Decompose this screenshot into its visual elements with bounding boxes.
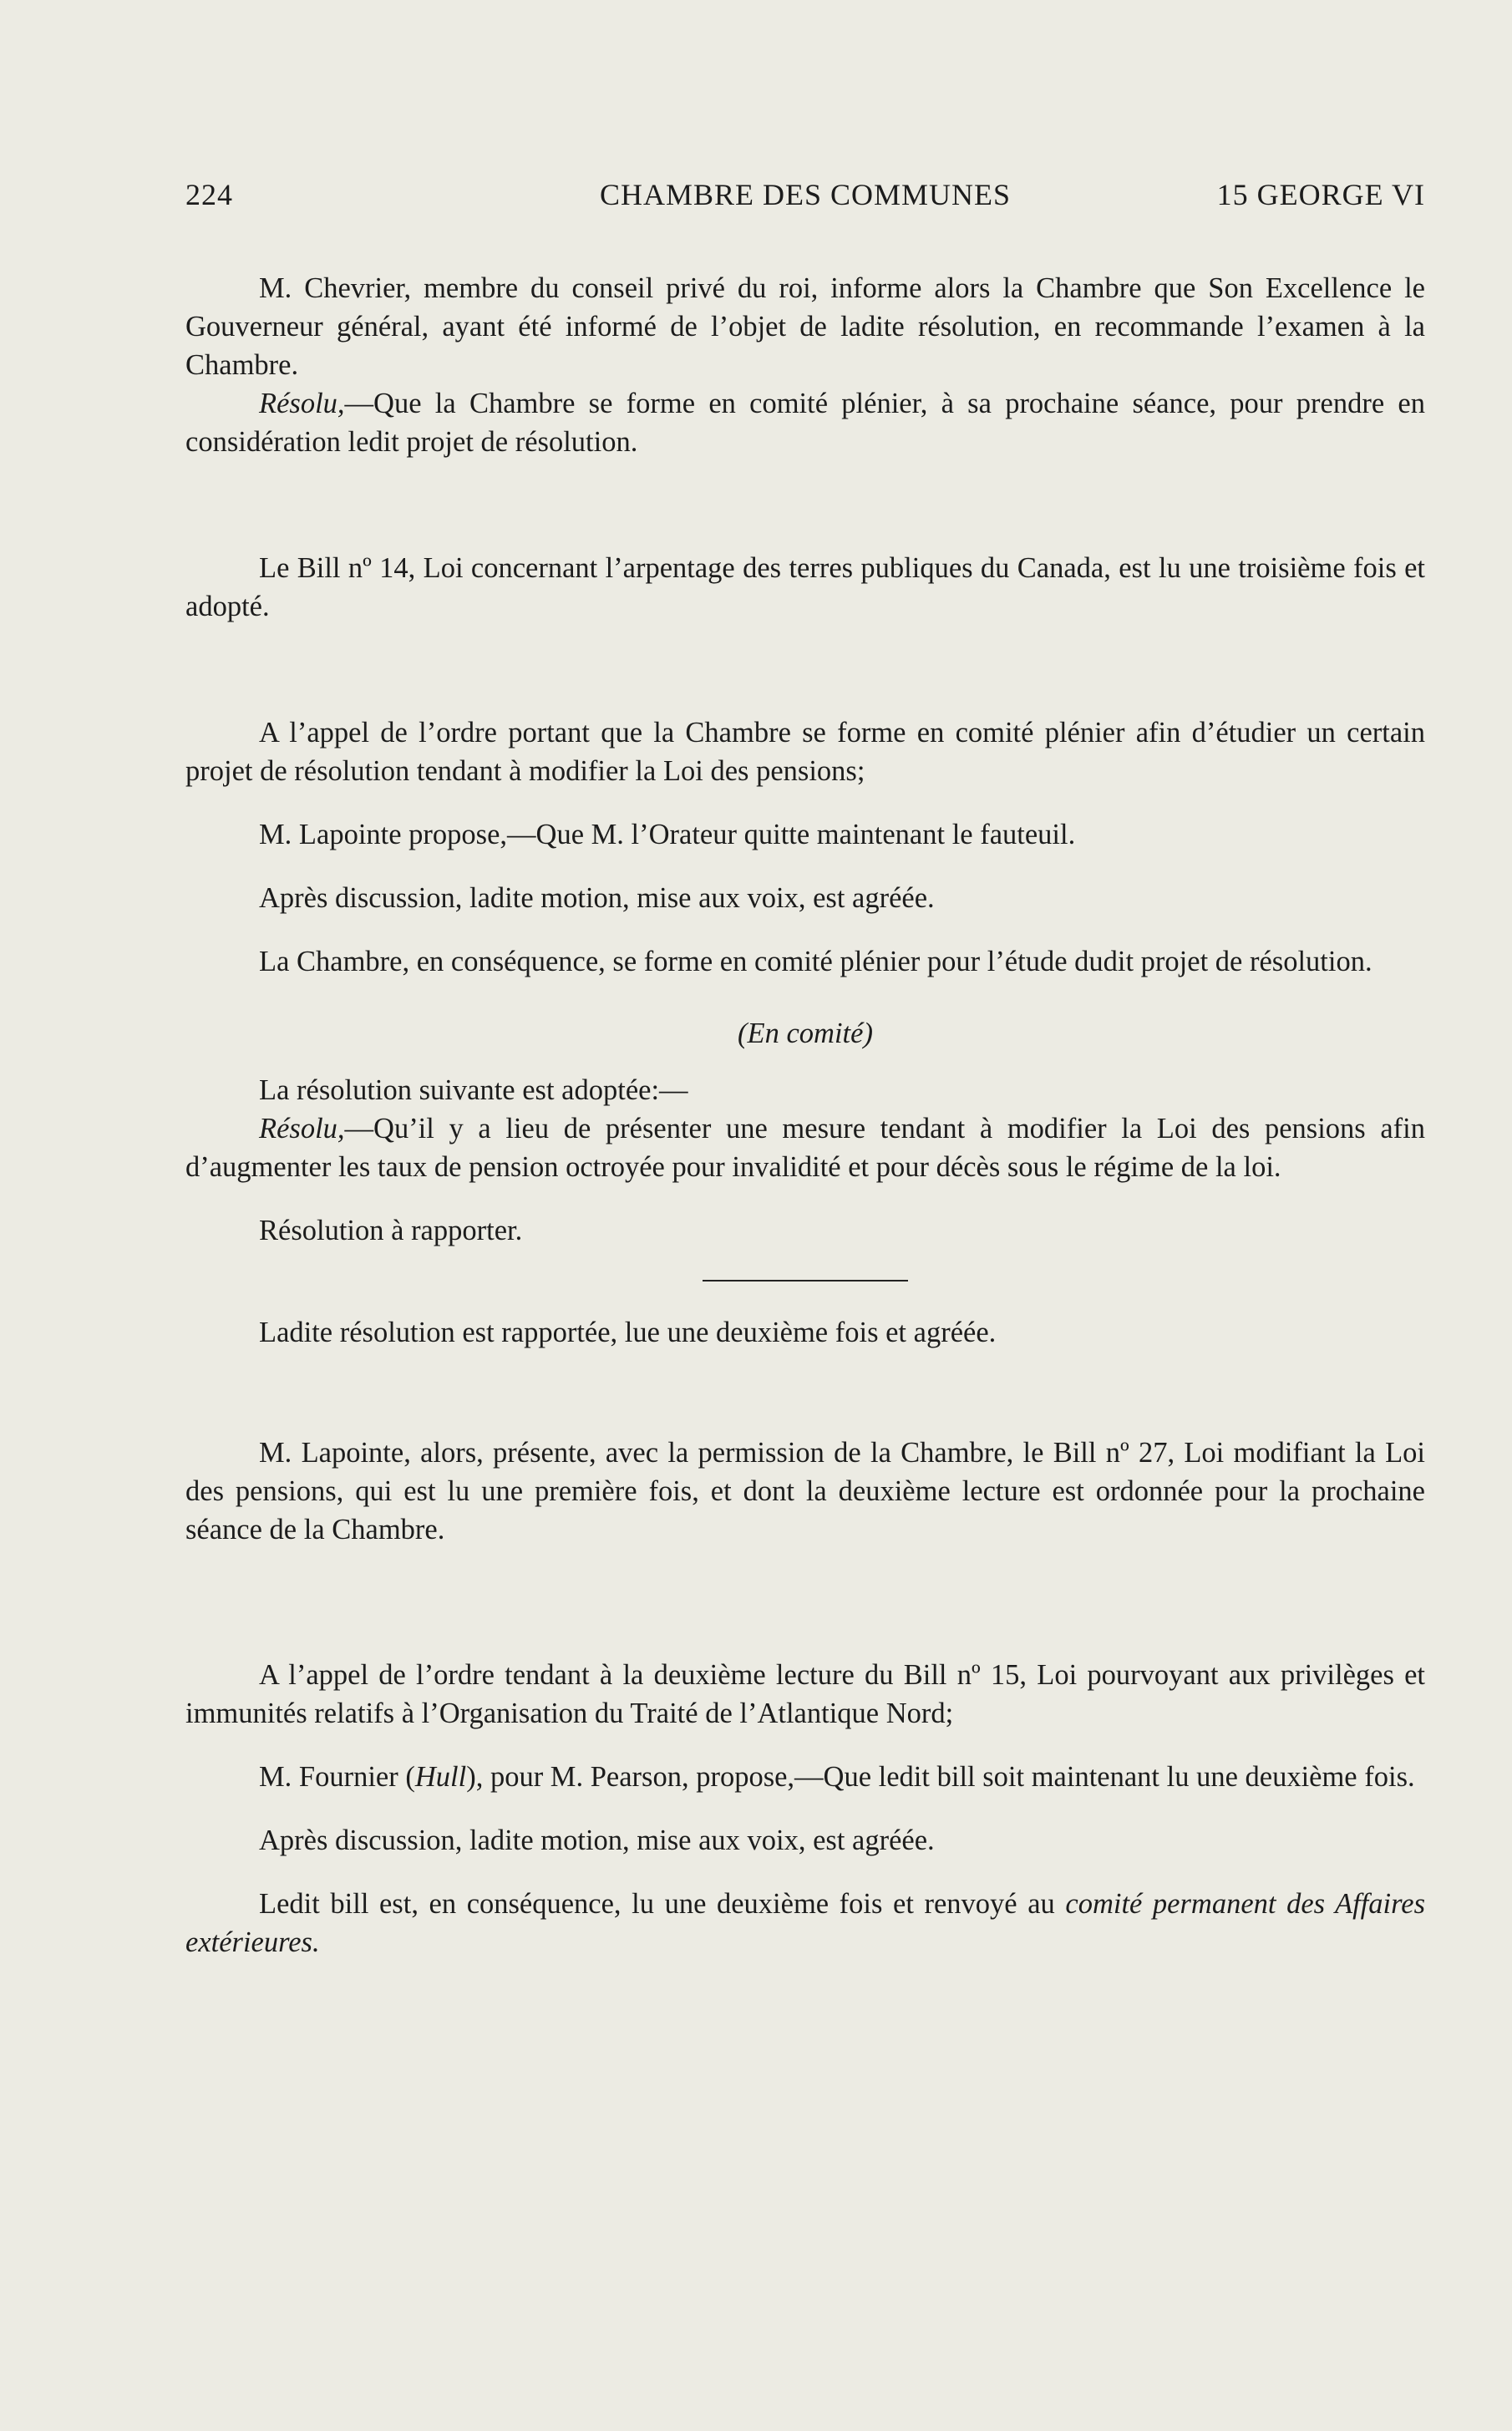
- renvoye-text: Ledit bill est, en conséquence, lu une deuxième fois et renvoyé au: [259, 1888, 1066, 1920]
- resolu-text-2: —Qu’il y a lieu de présenter une mesure tendant à modifier la Loi des pensions afin d’augmenter les taux de pension octroyée pour invalidité et pour décès sous le régime de la loi.: [185, 1113, 1425, 1183]
- paragraph-fournier: [185, 1758, 1425, 1796]
- paragraph-resolution-rapporter: Résolution à rapporter.: [259, 1215, 523, 1246]
- paragraph-renvoye: [185, 1885, 1425, 1962]
- fournier-text-b: ), pour M. Pearson, propose,—Que ledit bill soit maintenant lu une deuxième fois.: [466, 1761, 1415, 1793]
- page-title: CHAMBRE DES COMMUNES: [599, 178, 1012, 211]
- paragraph-comite-plenier: La Chambre, en conséquence, se forme en comité plénier pour l’étude dudit projet de résolution.: [259, 946, 1372, 977]
- committee-heading: (En comité): [738, 1018, 873, 1049]
- paragraph-bill-14: Le Bill nº 14, Loi concernant l’arpentage des terres publiques du Canada, est lu une troisième fois et adopté.: [185, 552, 1425, 622]
- renvoye-committee: comité permanent des Affaires extérieures.: [185, 1888, 1425, 1958]
- paragraph-discussion-2: Après discussion, ladite motion, mise aux voix, est agréée.: [259, 1825, 935, 1856]
- fournier-text-a: M. Fournier (: [259, 1761, 415, 1793]
- paragraph-resolu-2: [185, 1109, 1425, 1186]
- page-body: [185, 269, 1425, 1962]
- resolu-lead-2: Résolu,: [259, 1113, 345, 1144]
- paragraph-discussion-1: Après discussion, ladite motion, mise aux voix, est agréée.: [259, 882, 935, 914]
- session-label: 15 GEORGE VI: [1216, 178, 1425, 211]
- paragraph-bill-27: M. Lapointe, alors, présente, avec la permission de la Chambre, le Bill nº 27, Loi modifiant la Loi des pensions, qui est lu une première fois, et dont la deuxième lecture est ordonnée pour la prochaine séance de la Chambre.: [185, 1437, 1425, 1545]
- paragraph-chevrier: M. Chevrier, membre du conseil privé du roi, informe alors la Chambre que Son Excellence le Gouverneur général, ayant été informé de l’objet de ladite résolution, en recommande l’examen à la Chambre.: [185, 272, 1425, 381]
- paragraph-bill-15: A l’appel de l’ordre tendant à la deuxième lecture du Bill nº 15, Loi pourvoyant aux privilèges et immunités relatifs à l’Organisation du Traité de l’Atlantique Nord;: [185, 1659, 1425, 1729]
- paragraph-resolution-adoptee: La résolution suivante est adoptée:—: [259, 1074, 688, 1106]
- section-divider: [703, 1280, 908, 1281]
- resolu-text: —Que la Chambre se forme en comité plénier, à sa prochaine séance, pour prendre en considération ledit projet de résolution.: [185, 388, 1425, 458]
- fournier-hull: Hull: [414, 1761, 467, 1793]
- paragraph-appel-ordre: A l’appel de l’ordre portant que la Chambre se forme en comité plénier afin d’étudier un certain projet de résolution tendant à modifier la Loi des pensions;: [185, 717, 1425, 787]
- paragraph-rapportee: Ladite résolution est rapportée, lue une deuxième fois et agréée.: [259, 1317, 997, 1348]
- page-number: 224: [185, 178, 233, 211]
- paragraph-resolu-1: [185, 384, 1425, 461]
- paragraph-lapointe-propose: M. Lapointe propose,—Que M. l’Orateur quitte maintenant le fauteuil.: [259, 819, 1076, 850]
- resolu-lead: Résolu,: [259, 388, 345, 419]
